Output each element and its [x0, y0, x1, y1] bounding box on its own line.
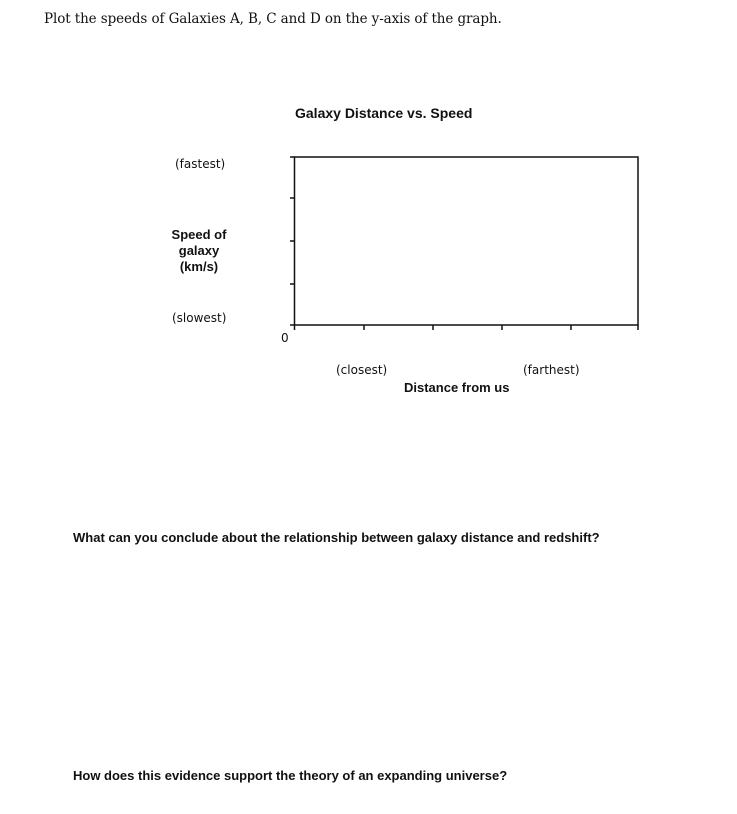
x-right-label: (farthest) — [523, 363, 580, 377]
y-axis-label-line: galaxy — [178, 243, 220, 258]
y-top-label: (fastest) — [175, 157, 226, 171]
origin-label: 0 — [281, 331, 289, 345]
plot-area-frame — [295, 157, 639, 325]
y-axis-label-line: (km/s) — [179, 259, 219, 274]
chart-title: Galaxy Distance vs. Speed — [295, 105, 473, 121]
question-redshift: What can you conclude about the relationship between galaxy distance and redshift? — [73, 530, 600, 545]
y-axis-label-line: Speed of — [171, 227, 227, 242]
x-left-label: (closest) — [336, 363, 388, 377]
question-expanding-universe: How does this evidence support the theory of an expanding universe? — [73, 768, 508, 783]
y-bottom-label: (slowest) — [172, 311, 227, 325]
x-axis-label: Distance from us — [404, 380, 510, 395]
instruction-text: Plot the speeds of Galaxies A, B, C and D on the y-axis of the graph. — [44, 11, 502, 27]
y-axis-label — [162, 227, 236, 275]
